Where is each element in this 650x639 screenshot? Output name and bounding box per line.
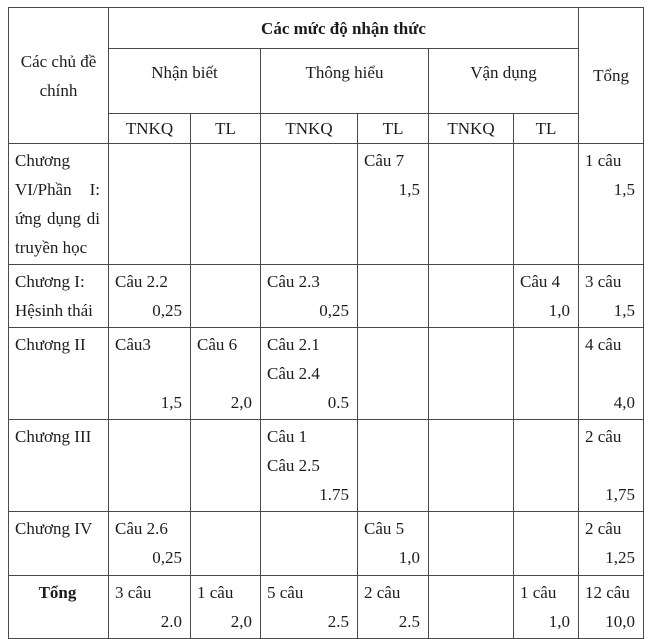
points-value: 1,0 xyxy=(548,612,571,631)
score-cell xyxy=(514,512,579,576)
question-label: Câu 2.3 xyxy=(267,272,320,291)
points-value: 2.5 xyxy=(398,612,420,631)
topic-line: Hệsinh thái xyxy=(15,301,93,320)
header-level-thong-hieu: Thông hiểu xyxy=(261,49,429,114)
score-cell xyxy=(514,144,579,265)
question-label: Câu 1 xyxy=(267,427,308,446)
score-cell xyxy=(358,265,429,328)
topic-line: Chương II xyxy=(15,335,86,354)
total-cell xyxy=(579,265,644,328)
question-label: 12 câu xyxy=(585,583,630,602)
question-label: Câu 2.4 xyxy=(267,364,320,383)
points-value: 10,0 xyxy=(605,612,636,631)
document-page xyxy=(0,7,650,631)
score-cell xyxy=(358,144,429,265)
score-cell xyxy=(109,512,191,576)
topic-line: Chương III xyxy=(15,427,92,446)
table-row xyxy=(9,576,644,639)
question-label: Câu 4 xyxy=(520,272,561,291)
score-cell xyxy=(514,328,579,420)
points-value: 1,5 xyxy=(160,393,182,412)
score-cell xyxy=(261,328,358,420)
score-cell xyxy=(109,265,191,328)
topic-line: ứng dụng di xyxy=(15,209,100,228)
topic-line: Chương I: xyxy=(15,272,85,291)
question-label: 3 câu xyxy=(585,272,622,291)
score-cell xyxy=(261,576,358,639)
points-value: 4,0 xyxy=(613,393,636,412)
question-label: Câu 6 xyxy=(197,335,238,354)
topic-line: truyền học xyxy=(15,238,88,257)
question-label: 3 câu xyxy=(115,583,152,602)
score-cell xyxy=(429,144,514,265)
score-cell xyxy=(358,576,429,639)
score-cell xyxy=(358,420,429,512)
score-cell xyxy=(514,576,579,639)
points-value: 1,75 xyxy=(605,485,636,504)
points-value: 2.5 xyxy=(327,612,349,631)
score-cell xyxy=(261,512,358,576)
score-cell xyxy=(429,576,514,639)
specification-matrix-table xyxy=(8,7,644,639)
score-cell xyxy=(191,144,261,265)
points-value: 2,0 xyxy=(230,612,252,631)
question-label: Câu 7 xyxy=(364,151,405,170)
points-value: 0,25 xyxy=(152,548,182,567)
spacer-line xyxy=(585,451,635,480)
table-row xyxy=(9,420,644,512)
question-label: 2 câu xyxy=(585,427,622,446)
score-cell xyxy=(429,512,514,576)
points-value: 1,25 xyxy=(605,548,636,567)
total-cell xyxy=(579,144,644,265)
score-cell xyxy=(261,144,358,265)
question-label: 5 câu xyxy=(267,583,304,602)
score-cell xyxy=(514,420,579,512)
score-cell xyxy=(261,420,358,512)
question-label: 1 câu xyxy=(585,151,622,170)
question-label: Câu 2.1 xyxy=(267,335,320,354)
points-value: 1,5 xyxy=(613,180,636,199)
header-row-levels-title xyxy=(9,8,644,49)
points-value: 1.75 xyxy=(319,485,349,504)
topic-line: Tổng xyxy=(38,583,77,602)
header-level-nhan-biet: Nhận biết xyxy=(109,49,261,114)
score-cell xyxy=(109,420,191,512)
question-label: 2 câu xyxy=(364,583,401,602)
table-row xyxy=(9,265,644,328)
total-cell xyxy=(579,512,644,576)
topic-cell xyxy=(9,420,109,512)
header-subcol-tnkq-2: TNKQ xyxy=(261,114,358,144)
score-cell xyxy=(109,576,191,639)
header-subcol-tnkq-3: TNKQ xyxy=(429,114,514,144)
topic-line: VI/Phần I: xyxy=(15,180,100,199)
score-cell xyxy=(191,420,261,512)
total-cell xyxy=(579,328,644,420)
question-label: Câu 5 xyxy=(364,519,405,538)
header-levels-title: Các mức độ nhận thức xyxy=(109,8,579,49)
points-value: 1,0 xyxy=(398,548,420,567)
total-cell xyxy=(579,576,644,639)
question-label: Câu 2.6 xyxy=(115,519,168,538)
spacer-line xyxy=(585,359,635,388)
question-label: 1 câu xyxy=(197,583,234,602)
spacer-line xyxy=(115,359,182,388)
topic-cell xyxy=(9,512,109,576)
score-cell xyxy=(429,420,514,512)
question-label: 2 câu xyxy=(585,519,622,538)
score-cell xyxy=(358,328,429,420)
topic-cell xyxy=(9,144,109,265)
score-cell xyxy=(514,265,579,328)
header-level-van-dung: Vận dụng xyxy=(429,49,579,114)
topic-line: Chương xyxy=(15,151,71,170)
points-value: 1,0 xyxy=(548,301,571,320)
points-value: 1,5 xyxy=(398,180,420,199)
score-cell xyxy=(429,265,514,328)
table-row xyxy=(9,512,644,576)
question-label: 1 câu xyxy=(520,583,557,602)
score-cell xyxy=(191,512,261,576)
header-topics: Các chủ đề chính xyxy=(9,8,109,144)
topic-cell xyxy=(9,576,109,639)
header-subcol-tl-3: TL xyxy=(514,114,579,144)
score-cell xyxy=(109,144,191,265)
topic-line: Chương IV xyxy=(15,519,93,538)
header-subcol-tnkq-1: TNKQ xyxy=(109,114,191,144)
score-cell xyxy=(109,328,191,420)
score-cell xyxy=(429,328,514,420)
question-label: Câu3 xyxy=(115,335,151,354)
header-total: Tổng xyxy=(579,8,644,144)
topic-cell xyxy=(9,328,109,420)
score-cell xyxy=(191,328,261,420)
points-value: 1,5 xyxy=(613,301,636,320)
question-label: Câu 2.5 xyxy=(267,456,320,475)
points-value: 2.0 xyxy=(160,612,182,631)
total-cell xyxy=(579,420,644,512)
question-label: 4 câu xyxy=(585,335,622,354)
points-value: 2,0 xyxy=(230,393,252,412)
score-cell xyxy=(191,265,261,328)
topic-cell xyxy=(9,265,109,328)
table-row xyxy=(9,328,644,420)
header-subcol-tl-2: TL xyxy=(358,114,429,144)
table-row xyxy=(9,144,644,265)
points-value: 0.5 xyxy=(327,393,349,412)
spacer-line xyxy=(197,359,252,388)
score-cell xyxy=(358,512,429,576)
score-cell xyxy=(261,265,358,328)
question-label: Câu 2.2 xyxy=(115,272,168,291)
header-subcol-tl-1: TL xyxy=(191,114,261,144)
score-cell xyxy=(191,576,261,639)
points-value: 0,25 xyxy=(319,301,349,320)
points-value: 0,25 xyxy=(152,301,182,320)
